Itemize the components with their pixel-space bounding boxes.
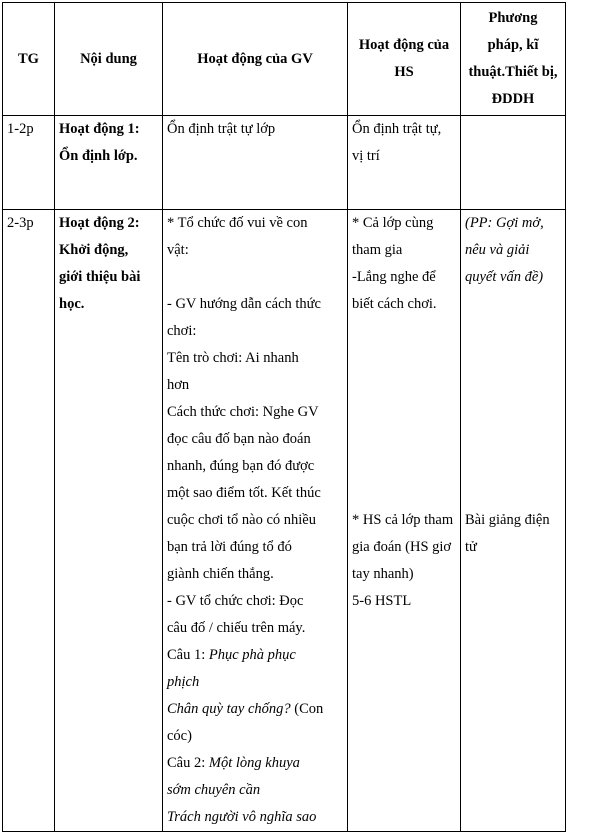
- spacer: [352, 372, 456, 399]
- header-noi-dung: Nội dung: [55, 3, 163, 116]
- header-hs-line: Hoạt động của: [358, 37, 450, 53]
- spacer: [465, 453, 561, 480]
- cell-hs: [348, 210, 461, 832]
- cell-line: vật:: [167, 242, 189, 258]
- cell-line: tham gia: [352, 242, 403, 258]
- cell-line: quyết vấn đề): [465, 269, 544, 285]
- cell-line: Ổn định trật tự,: [352, 121, 442, 137]
- cell-pp: [461, 116, 566, 210]
- riddle-label: Câu 2:: [167, 755, 209, 771]
- riddle-text: Chân quỳ tay chống?: [167, 701, 291, 717]
- header-pp-line: thuật.Thiết bị,: [468, 64, 558, 80]
- header-hoat-dong-gv: Hoạt động của GV: [163, 3, 348, 116]
- cell-line: 5-6 HSTL: [352, 593, 412, 609]
- riddle-line: [167, 696, 343, 723]
- cell-noi-dung: [55, 210, 163, 832]
- header-pp-line: Phương: [488, 10, 538, 26]
- cell-line: * Cả lớp cùng: [352, 215, 434, 231]
- header-pp-line: pháp, kĩ: [487, 37, 539, 53]
- spacer: [465, 318, 561, 345]
- riddle-text: sớm chuyên cần: [167, 782, 261, 798]
- cell-gv: Ổn định trật tự lớp: [163, 116, 348, 210]
- cell-line: câu đố / chiếu trên máy.: [167, 620, 306, 636]
- cell-line: Bài giảng điện: [465, 512, 550, 528]
- cell-line: học.: [59, 296, 85, 312]
- cell-line: -Lắng nghe để: [352, 269, 436, 285]
- spacer: [465, 345, 561, 372]
- cell-line: (PP: Gợi mở,: [465, 215, 544, 231]
- riddle-answer: cóc): [167, 728, 192, 744]
- table-row: [3, 116, 566, 210]
- cell-noi-dung: [55, 116, 163, 210]
- spacer: [352, 318, 456, 345]
- cell-tg: 1-2p: [3, 116, 55, 210]
- cell-line: đọc câu đố bạn nào đoán: [167, 431, 311, 447]
- cell-line: - GV hướng dẫn cách thức: [167, 296, 321, 312]
- cell-line: giành chiến thắng.: [167, 566, 274, 582]
- cell-line: nêu và giải: [465, 242, 530, 258]
- cell-tg: 2-3p: [3, 210, 55, 832]
- riddle-label: Câu 1:: [167, 647, 209, 663]
- riddle-text: phịch: [167, 674, 200, 690]
- header-phuong-phap: [461, 3, 566, 116]
- lesson-plan-table: [2, 2, 566, 832]
- spacer: [465, 291, 561, 318]
- spacer: [465, 426, 561, 453]
- table-header-row: [3, 3, 566, 116]
- cell-line: tử: [465, 539, 477, 555]
- spacer: [352, 426, 456, 453]
- cell-line: Cách thức chơi: Nghe GV: [167, 404, 319, 420]
- spacer: [465, 480, 561, 507]
- riddle-text: Phục phà phục: [208, 647, 296, 663]
- cell-line: cuộc chơi tổ nào có nhiều: [167, 512, 316, 528]
- cell-line: tay nhanh): [352, 566, 414, 582]
- cell-pp: [461, 210, 566, 832]
- cell-hs: [348, 116, 461, 210]
- cell-line: Hoạt động 2:: [59, 215, 140, 231]
- spacer: [167, 264, 343, 291]
- spacer: [352, 345, 456, 372]
- cell-line: hơn: [167, 377, 190, 393]
- spacer: [352, 399, 456, 426]
- cell-line: vị trí: [352, 148, 380, 164]
- cell-line: chơi:: [167, 323, 197, 339]
- riddle-answer: (Con: [290, 701, 324, 717]
- cell-line: Hoạt động 1:: [59, 121, 140, 137]
- cell-line: một sao điểm tốt. Kết thúc: [167, 485, 321, 501]
- cell-line: * Tổ chức đố vui về con: [167, 215, 308, 231]
- riddle-2: [167, 750, 343, 777]
- cell-line: nhanh, đúng bạn đó được: [167, 458, 315, 474]
- table-row: [3, 210, 566, 832]
- cell-line: biết cách chơi.: [352, 296, 437, 312]
- header-hs-line: HS: [394, 64, 414, 80]
- riddle-1: [167, 642, 343, 669]
- cell-line: Khởi động,: [59, 242, 129, 258]
- header-hoat-dong-hs: [348, 3, 461, 116]
- cell-line: Tên trò chơi: Ai nhanh: [167, 350, 299, 366]
- riddle-text: Trách người vô nghĩa sao: [167, 809, 317, 825]
- header-pp-line: ĐDDH: [491, 91, 535, 107]
- cell-line: giới thiệu bài: [59, 269, 141, 285]
- cell-gv: [163, 210, 348, 832]
- cell-line: * HS cả lớp tham: [352, 512, 454, 528]
- spacer: [352, 453, 456, 480]
- cell-line: bạn trả lời đúng tổ đó: [167, 539, 292, 555]
- spacer: [465, 399, 561, 426]
- cell-line: - GV tổ chức chơi: Đọc: [167, 593, 304, 609]
- spacer: [465, 372, 561, 399]
- cell-line: Ổn định lớp.: [59, 148, 138, 164]
- cell-line: gia đoán (HS giơ: [352, 539, 452, 555]
- riddle-text: Một lòng khuya: [208, 755, 300, 771]
- header-tg: TG: [3, 3, 55, 116]
- spacer: [352, 480, 456, 507]
